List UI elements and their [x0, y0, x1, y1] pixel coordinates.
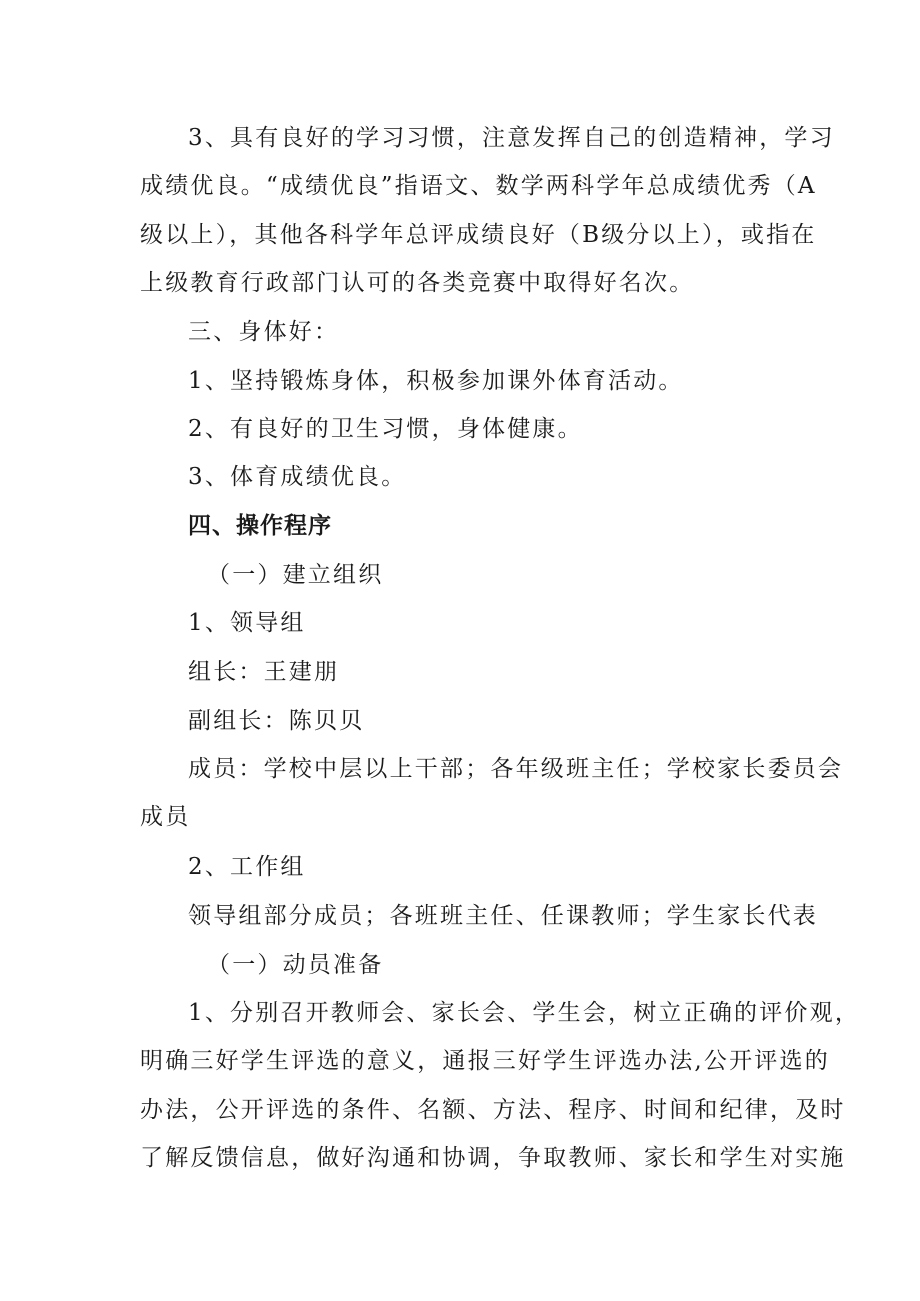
section-3-item-1: 1、坚持锻炼身体，积极参加课外体育活动。 [188, 368, 684, 394]
working-group-title: 2、工作组 [188, 854, 306, 880]
working-group-members: 领导组部分成员；各班班主任、任课教师；学生家长代表 [188, 903, 818, 929]
section-3-title: 三、身体好： [188, 319, 340, 345]
section-3-item-2: 2、有良好的卫生习惯，身体健康。 [188, 416, 583, 442]
section-4-title: 四、操作程序 [188, 513, 332, 539]
subsection-1-title: （一）建立组织 [207, 562, 384, 588]
leadership-group-title: 1、领导组 [188, 610, 306, 636]
deputy-leader-line: 副组长：陈贝贝 [188, 708, 365, 734]
members-line-1: 成员：学校中层以上干部；各年级班主任；学校家长委员会 [188, 756, 844, 782]
members-line-2: 成员 [140, 804, 191, 830]
paragraph-2-line-3: 办法，公开评选的条件、名额、方法、程序、时间和纪律，及时 [140, 1097, 846, 1123]
paragraph-2-line-4: 了解反馈信息，做好沟通和协调，争取教师、家长和学生对实施 [140, 1145, 846, 1171]
paragraph-1-line-4: 上级教育行政部门认可的各类竞赛中取得好名次。 [140, 270, 695, 296]
section-3-item-3: 3、体育成绩优良。 [188, 464, 407, 490]
paragraph-1-line-3: 级以上），其他各科学年总评成绩良好（B级分以上），或指在 [140, 222, 817, 248]
paragraph-2-line-2: 明确三好学生评选的意义，通报三好学生评选办法,公开评选的 [140, 1048, 830, 1074]
subsection-2-title: （一）动员准备 [207, 952, 384, 978]
leader-line: 组长：王建朋 [188, 659, 340, 685]
paragraph-2-line-1: 1、分别召开教师会、家长会、学生会，树立正确的评价观， [188, 1000, 861, 1026]
paragraph-1-line-1: 3、具有良好的学习习惯，注意发挥自己的创造精神，学习 [188, 125, 835, 151]
paragraph-1-line-2: 成绩优良。“成绩优良”指语文、数学两科学年总成绩优秀（A [140, 173, 817, 199]
